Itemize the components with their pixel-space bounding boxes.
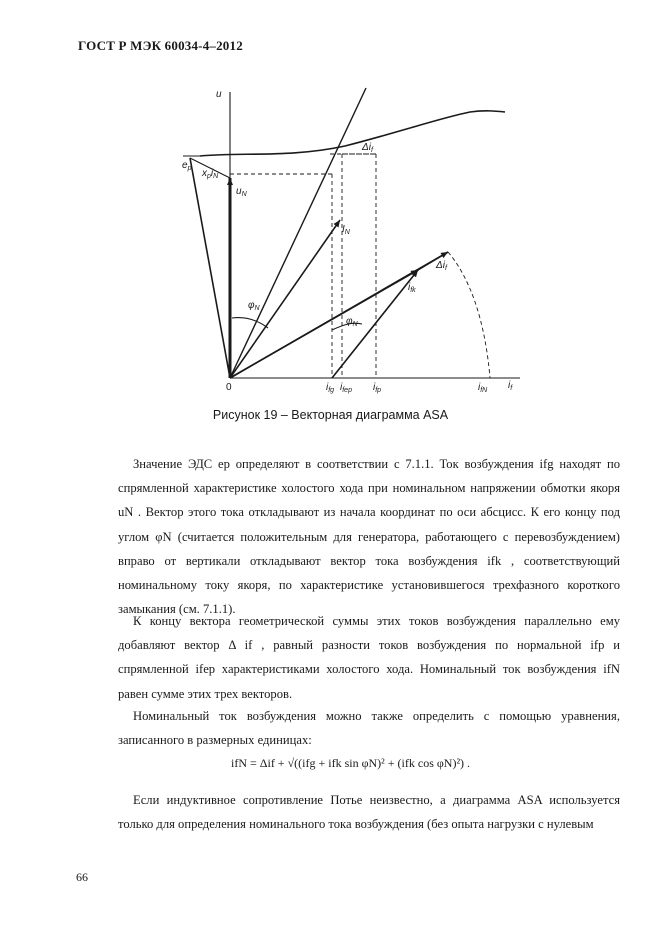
vector-diagram xyxy=(0,0,661,400)
paragraph-1: Значение ЭДС eр определяют в соответствии с 7.1.1. Ток возбуждения ifg находят по спрямленной характеристике холостого хода при номинальном напряжении обмотки якоря uN . Вектор этого тока откладывают из начала координат по оси абсцисс. К его концу под углом φN (считается положительным для генератора, работающего с перевозбуждением) вправо от вертикали откладывают вектор тока возбуждения ifk , соответствующий номинальному току якоря, по характеристике установившегося трехфазного короткого замыкания (см. 7.1.1). xyxy=(118,457,620,617)
origin-label: 0 xyxy=(226,382,232,393)
tick-ifp: $i_{fp}$ xyxy=(373,382,382,394)
phiN-arc-1 xyxy=(232,318,268,328)
tick-ifg: $i_{fg}$ xyxy=(326,382,335,394)
page-number: 66 xyxy=(76,870,88,884)
paragraph-4: Если индуктивное сопротивление Потье неизвестно, а диаграмма ASA используется только для определения номинального тока возбуждения (без опыта нагрузки с нулевым xyxy=(118,793,620,832)
paragraph-3: Номинальный ток возбуждения можно также определить с помощью уравнения, записанного в размерных единицах: xyxy=(118,709,620,748)
paragraph-2: К концу вектора геометрической суммы этих токов возбуждения параллельно ему добавляют вектор Δ if , равный разности токов возбуждения по нормальной ifp и спрямленной ifep характеристиками холостого хода. Номинальный ток возбуждения ifN равен сумме этих трех векторов. xyxy=(118,614,620,701)
figure-caption: Рисунок 19 – Векторная диаграмма ASA xyxy=(212,408,449,422)
IN-label: $I_N$ xyxy=(342,224,350,236)
ifk-label: $i_{fk}$ xyxy=(408,282,416,294)
ifg-plus-ifk xyxy=(230,270,418,378)
ifk-vector xyxy=(332,270,418,378)
IN-vector xyxy=(230,220,340,378)
xp-label: $x_pi_N$ xyxy=(202,168,219,180)
tick-ifN: $i_{fN}$ xyxy=(478,382,488,394)
delta-if-right-label: $\Delta i_f$ xyxy=(436,260,447,272)
u-axis-label: u xyxy=(216,89,222,100)
tick-ifep: $i_{fep}$ xyxy=(340,382,352,394)
phiN-label-1: $\varphi_N$ xyxy=(248,300,260,312)
uN-label: $u_N$ xyxy=(236,186,247,198)
document-header: ГОСТ Р МЭК 60034-4–2012 xyxy=(78,38,243,53)
delta-if-top-label: $\Delta i_f$ xyxy=(362,142,373,154)
ep-label: $e_p$ xyxy=(182,160,192,172)
ifN-formula: ifN = Δif + √((ifg + ifk sin φN)² + (ifk cos φN)²) . xyxy=(231,756,471,770)
if-axis-label: $i_f$ xyxy=(508,380,513,392)
phiN-label-2: $\varphi_N$ xyxy=(346,316,358,328)
ep-vector xyxy=(190,158,230,378)
